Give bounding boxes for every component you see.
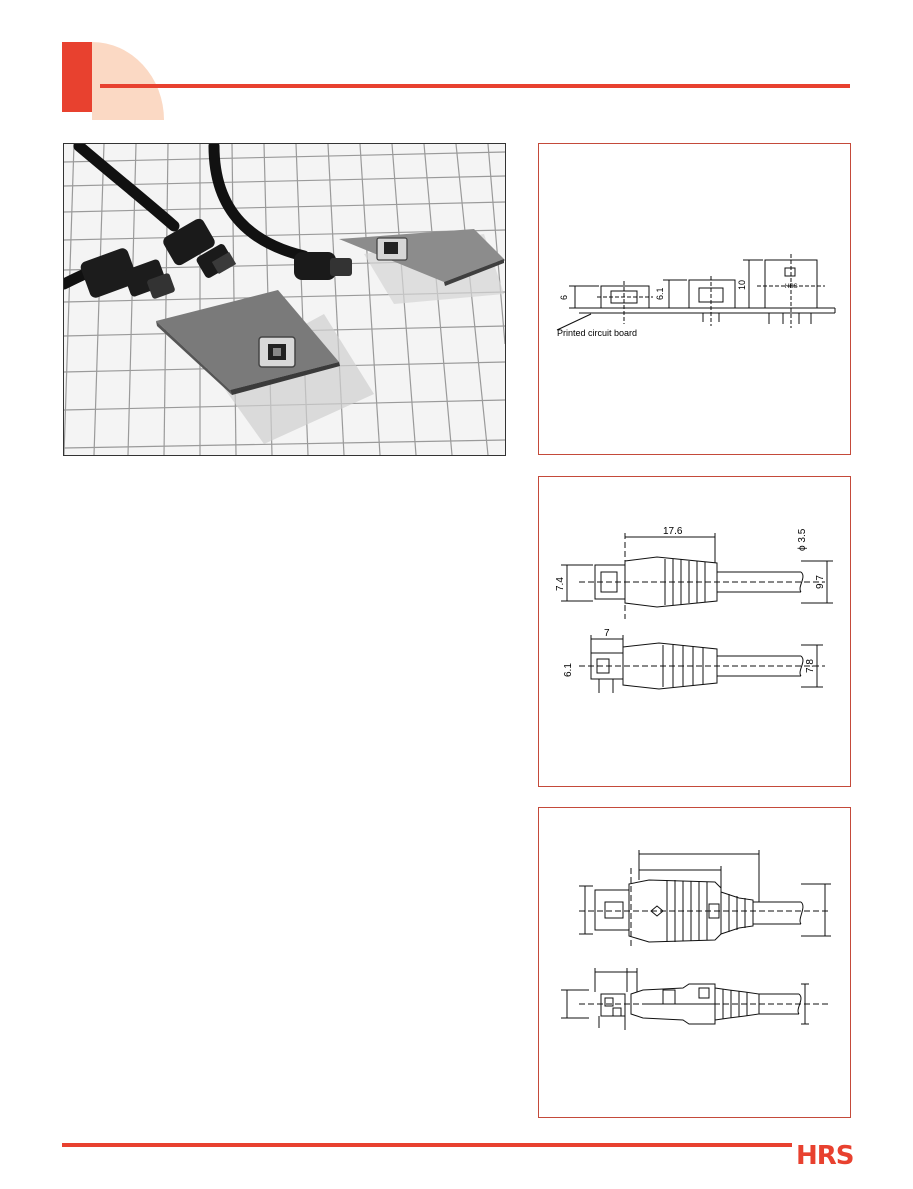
dim-7-4: 7.4: [555, 577, 566, 591]
dim-6: 6: [559, 294, 569, 300]
receptacle-connector-front: [259, 337, 295, 367]
header-accent-block: [62, 42, 92, 112]
receptacle-drawing: [539, 144, 850, 454]
drawing-panel-right-angle-plug: [538, 807, 851, 1118]
drawing-panel-receptacle: [538, 143, 851, 455]
right-angle-plug-drawing: [539, 808, 850, 1117]
footer-rule: [62, 1143, 792, 1147]
dim-9-7: 9.7: [815, 575, 826, 589]
header-rule: [100, 84, 850, 88]
header-peach-shape: [92, 42, 164, 120]
product-photo: [63, 143, 506, 456]
footer-logo: HRS: [796, 1141, 854, 1171]
drawing-panel-plug: [538, 476, 851, 787]
mini-logo: HRS: [785, 284, 798, 290]
dim-diameter-3-5: ϕ 3.5: [797, 528, 808, 551]
dim-7: 7: [604, 628, 610, 639]
dim-17-6: 17.6: [663, 526, 683, 537]
dim-10: 10: [737, 279, 747, 290]
plug-drawing: [539, 477, 850, 786]
receptacle-connector-back: [377, 238, 407, 260]
dim-6-1: 6.1: [655, 287, 665, 300]
dim-6-1-side: 6.1: [563, 663, 574, 677]
pcb-label: Printed circuit board: [557, 328, 638, 338]
dim-7-8: 7.8: [805, 659, 816, 673]
